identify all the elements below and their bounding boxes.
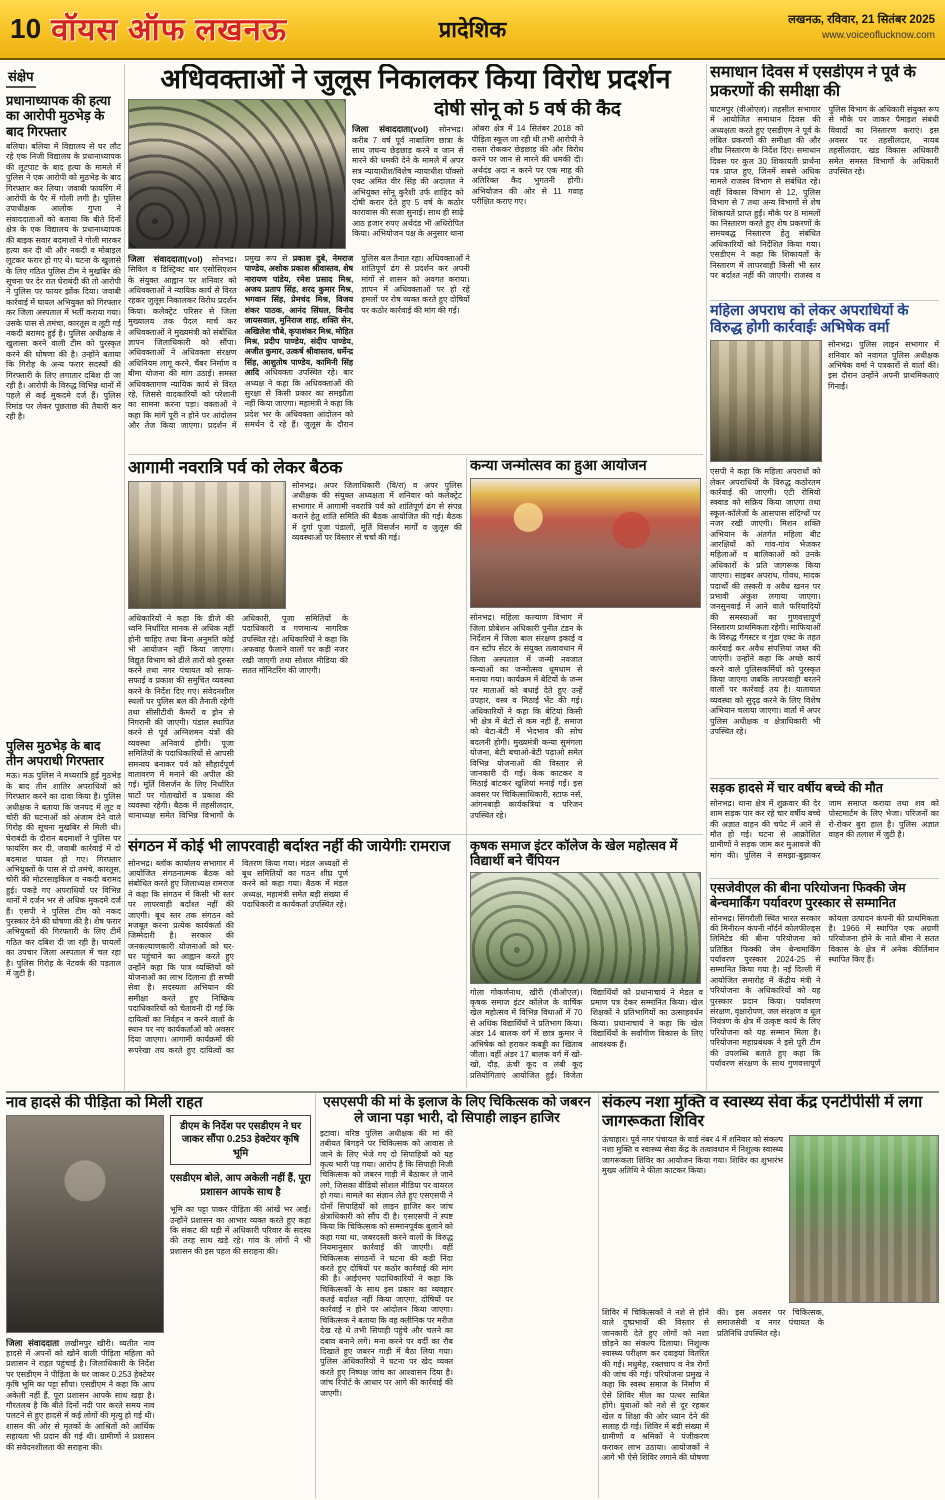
naav-byline: जिला संवाददाता (6, 1337, 60, 1348)
divider-mid-section (128, 834, 703, 835)
article-lead-story (128, 64, 703, 452)
paper-name: वॉयस ऑफ लखनऊ (51, 12, 288, 47)
divider-under-lead (128, 454, 703, 455)
section-label: प्रादेशिक (438, 17, 507, 42)
naav-side (170, 1115, 311, 1333)
divider-bottom-right (598, 1094, 599, 1498)
kanya-body: सोनभद्र। महिला कल्याण विभाग में जिला प्रोबेशन अधिकारी पुनीत टंडन के निर्देशन में जिला बाल संरक्षण इकाई व वन स्टॉप सेंटर के संयुक्त तत्वावधान में जिला अस्पताल में जन्मी नवजात कन्याओं का जन्मोत्सव धूमधाम से मनाया गया। कार्यक्रम में बेटियों के जन्म पर माताओं को बधाई देते हुए उन्हें उपहार, वस्त्र व मिठाई भेंट की गई। अधिकारियों ने कहा कि बेटियां किसी भी क्षेत्र में बेटों से कम नहीं हैं, समाज को बेटा-बेटी में भेदभाव की सोच बदलनी होगी। मुख्यमंत्री कन्या सुमंगला योजना, बेटी बचाओ-बेटी पढ़ाओ समेत विभिन्न योजनाओं की विस्तार से जानकारी दी गई। केक काटकर व मिठाई बांटकर खुशियां मनाई गईं। इस अवसर पर चिकित्साधिकारी, स्टाफ नर्स, आंगनबाड़ी कार्यकत्रियां व परिजन उपस्थित रहे। (470, 613, 583, 820)
ntpc-body: शिविर में चिकित्सकों ने नशे से होने वाले दुष्प्रभावों की विस्तार से जानकारी देते हुए लोगों को नशा छोड़ने का संकल्प दिलाया। निशुल्क स्वास्थ्य परीक्षण कर दवाइयां वितरित की गईं। मधुमेह, रक्तचाप व नेत्र रोगों की जांच की गई। परियोजना प्रमुख ने कहा कि स्वस्थ समाज के निर्माण में ऐसे शिविर मील का पत्थर साबित होंगे। युवाओं को नशे से दूर रहकर खेल व शिक्षा की ओर ध्यान देने की सलाह दी गई। शिविर में बड़ी संख्या में ग्रामीणों व श्रमिकों ने पंजीकरण कराकर लाभ उठाया। आयोजकों ने आगे भी ऐसे शिविर लगाने की घोषणा की। इस अवसर पर चिकित्सक, समाजसेवी व नगर पंचायत के प्रतिनिधि उपस्थित रहे। (602, 1307, 824, 1463)
naav-headline: नाव हादसे की पीड़िता को मिली राहत (6, 1094, 203, 1111)
article-ssp-doctor (320, 1094, 594, 1498)
ntpc-camp-photo (789, 1135, 939, 1303)
article-samadhan-diwas (710, 64, 939, 298)
navratri-meeting-photo (128, 481, 286, 609)
divider-right-1 (710, 300, 939, 301)
navratri-intro: सोनभद्र। अपर जिलाधिकारी (वि/रा) व अपर पुलिस अधीक्षक की संयुक्त अध्यक्षता में शनिवार को कलेक्ट्रेट सभागार में आगामी नवरात्रि पर्व को शांतिपूर्ण ढंग से संपन्न कराने हेतु शांति समिति की बैठक आयोजित की गई। बैठक में दुर्गा पूजा पंडालों, मूर्ति विसर्जन मार्गों व जुलूस की व्यवस्थाओं पर विस्तार से चर्चा की गई। (292, 481, 462, 542)
naav-side-text: भूमि का पट्टा पाकर पीड़िता की आंखें भर आईं। उन्होंने प्रशासन का आभार व्यक्त करते हुए कहा कि संकट की घड़ी में अधिकारी परिवार के सदस्य की तरह साथ खड़े रहे। गांव के लोगों ने भी प्रशासन की इस पहल की सराहना की। (170, 1205, 311, 1256)
naav-quote-box: एसडीएम बोले, आप अकेली नहीं हैं, पूरा प्रशासन आपके साथ है (170, 1173, 311, 1198)
brief-story2-body: मऊ। मऊ पुलिस ने मध्यरात्रि हुई मुठभेड़ के बाद तीन शातिर अपराधियों को गिरफ्तार करने का दावा किया है। पुलिस अधीक्षक ने बताया कि जनपद में लूट व चोरी की घटनाओं को अंजाम देने वाले गिरोह की सूचना मुखबिर से मिली थी। घेराबंदी के दौरान बदमाशों ने पुलिस पर फायरिंग कर दी, जवाबी कार्रवाई में दो बदमाश घायल हो गए। गिरफ्तार अभियुक्तों के पास से दो तमंचे, कारतूस, चोरी की मोटरसाइकिल व नकदी बरामद हुई। पकड़े गए अपराधियों पर विभिन्न थानों में दर्जन भर से अधिक मुकदमे दर्ज हैं। एसपी ने पुलिस टीम को नकद पुरस्कार देने की घोषणा की है। शेष फरार अभियुक्तों की गिरफ्तारी के लिए टीमें गठित कर दबिश दी जा रही है। घायलों का उपचार जिला अस्पताल में चल रहा है। पुलिस गिरोह के नेटवर्क की पड़ताल में जुटी है। (6, 771, 121, 978)
ntpc-headline: संकल्प नशा मुक्ति व स्वास्थ्य सेवा केंद्र एनटीपीसी में लगा जागरूकता शिविर (602, 1094, 923, 1130)
navratri-headline: आगामी नवरात्रि पर्व को लेकर बैठक (128, 458, 343, 477)
navratri-body: अधिकारियों ने कहा कि डीजे की ध्वनि निर्धारित मानक से अधिक नहीं होनी चाहिए तथा बिना अनुमति कोई भी आयोजन नहीं किया जाएगा। विद्युत विभाग को ढीले तारों को दुरुस्त करने तथा नगर पंचायत को साफ-सफाई व प्रकाश की समुचित व्यवस्था करने के निर्देश दिए गए। संवेदनशील स्थलों पर पुलिस बल की तैनाती रहेगी तथा सीसीटीवी कैमरों व ड्रोन से निगरानी की जाएगी। पंडाल स्थापित करने से पूर्व अग्निशमन यंत्रों की व्यवस्था अनिवार्य होगी। पूजा समितियों के पदाधिकारियों से आपसी समन्वय बनाकर पर्व को सौहार्दपूर्ण वातावरण में मनाने की अपील की गई। मूर्ति विसर्जन के लिए निर्धारित घाटों पर गोताखोरों व प्रकाश की व्यवस्था रहेगी। बैठक में तहसीलदार, थानाध्यक्ष समेत विभिन्न विभागों के अधिकारी, पूजा समितियों के पदाधिकारी व गणमान्य नागरिक उपस्थित रहे। अधिकारियों ने कहा कि अफवाह फैलाने वालों पर कड़ी नजर रखी जाएगी तथा सोशल मीडिया की सतत मॉनिटरिंग की जाएगी। (128, 614, 348, 821)
sadak-body: सोनभद्र। थाना क्षेत्र में शुक्रवार की देर शाम सड़क पार कर रहे चार वर्षीय बच्चे की अज्ञात वाहन की चपेट में आने से मौत हो गई। घटना से आक्रोशित ग्रामीणों ने सड़क जाम कर मुआवजे की मांग की। पुलिस ने समझा-बुझाकर जाम समाप्त कराया तथा शव को पोस्टमार्टम के लिए भेजा। परिजनों का रो-रोकर बुरा हाल है। पुलिस अज्ञात वाहन की तलाश में जुटी है। (710, 798, 939, 860)
article-sadak-hadsa (710, 781, 939, 876)
sangathan-headline: संगठन में कोई भी लापरवाही बर्दाश्त नहीं की जायेगीः रामराज (128, 838, 451, 855)
mahila-intro: सोनभद्र। पुलिस लाइन सभागार में शनिवार को नवागत पुलिस अधीक्षक अभिषेक वर्मा ने पत्रकारों से वार्ता की। इस दौरान उन्होंने अपनी प्राथमिकताएं गिनाईं। (828, 340, 939, 391)
article-naav-hadsa (6, 1094, 311, 1498)
divider-vertical-mid (466, 458, 467, 1088)
masthead-right (788, 12, 935, 41)
sp-press-photo (710, 340, 822, 462)
article-ntpc-camp (602, 1094, 939, 1498)
article-mahila-apradh (710, 303, 939, 775)
substory-headline: दोषी सोनू को 5 वर्ष की कैद (434, 98, 621, 120)
ntpc-intro: ऊंचाहार। पूर्व नगर पंचायत के वार्ड नंबर 4 में शनिवार को संकल्प नशा मुक्ति व स्वास्थ्य सेवा केंद्र के तत्वावधान में निशुल्क स्वास्थ्य जागरूकता शिविर का आयोजन किया गया। शिविर का शुभारंभ मुख्य अतिथि ने फीता काटकर किया। (602, 1134, 783, 1175)
award-headline: एसजेवीएल की बीना परियोजना फिक्की जेम बेन्चमार्किंग पर्यावरण पुरस्कार से सम्मानित (710, 881, 906, 910)
article-brief-column (6, 66, 121, 1090)
brief-story1-body: बलिया। बलिया में विद्यालय से घर लौट रहे एक निजी विद्यालय के प्रधानाध्यापक की लूटपाट के बाद हत्या के मामले में पुलिस ने एक आरोपी को मुठभेड़ के बाद गिरफ्तार कर लिया। जवाबी फायरिंग में आरोपी के पैर में गोली लगी है। पुलिस उपाधीक्षक आलोक गुप्ता ने संवाददाताओं को बताया कि बीते दिनों क्षेत्र के एक विद्यालय के प्रधानाध्यापक की बाइक सवार बदमाशों ने गोली मारकर हत्या कर दी थी और नकदी व मोबाइल लूटकर फरार हो गए थे। घटना के खुलासे के लिए गठित पुलिस टीम ने मुखबिर की सूचना पर देर रात घेराबंदी की तो आरोपी ने पुलिस पर फायर झोंक दिया। जवाबी कार्रवाई में घायल अभियुक्त को गिरफ्तार कर जिला अस्पताल में भर्ती कराया गया। उसके पास से तमंचा, कारतूस व लूटी गई नकदी बरामद हुई है। पुलिस अधीक्षक ने खुलासा करने वाली टीम को पुरस्कृत करने की घोषणा की है। उन्होंने बताया कि गिरोह के अन्य फरार सदस्यों की गिरफ्तारी के लिए लगातार दबिश दी जा रही है। आरोपी के विरुद्ध विभिन्न थानों में पहले से कई मुकदमे दर्ज हैं। पुलिस रिमांड पर लेकर पूछताछ की तैयारी कर रही है। (6, 141, 121, 422)
naav-relief-photo (6, 1115, 164, 1333)
divider-right-2 (710, 778, 939, 779)
ssp-headline: एसएसपी की मां के इलाज के लिए चिकित्सक को जबरन ले जाना पड़ा भारी, दो सिपाही लाइन हाजिर (323, 1094, 591, 1125)
lead-headline: अधिवक्ताओं ने जुलूस निकालकर किया विरोध प्रदर्शन (160, 64, 671, 94)
samadhan-headline: समाधान दिवस में एसडीएम ने पूर्व के प्रकरणों की समीक्षा की (710, 64, 916, 100)
divider-vertical-right (706, 64, 707, 1090)
sadak-headline: सड़क हादसे में चार वर्षीय बच्चे की मौत (710, 781, 883, 795)
award-body: सोनभद्र। सिंगरौली स्थित भारत सरकार की मिनीरत्न कंपनी नॉर्दर्न कोलफील्ड्स लिमिटेड की बीना परियोजना को प्रतिष्ठित फिक्की जेम बेन्चमार्किंग पर्यावरण पुरस्कार 2024-25 से सम्मानित किया गया है। नई दिल्ली में आयोजित समारोह में केंद्रीय मंत्री ने परियोजना के अधिकारियों को यह पुरस्कार प्रदान किया। पर्यावरण संरक्षण, वृक्षारोपण, जल संरक्षण व धूल नियंत्रण के क्षेत्र में उत्कृष्ट कार्य के लिए परियोजना को यह सम्मान मिला है। परियोजना महाप्रबंधक ने इसे पूरी टीम की उपलब्धि बताते हुए कहा कि पर्यावरण संरक्षण के साथ गुणवत्तापूर्ण कोयला उत्पादन कंपनी की प्राथमिकता है। 1966 में स्थापित एक अग्रणी परियोजना होने के नाते बीना ने सतत विकास के क्षेत्र में अनेक कीर्तिमान स्थापित किए हैं। (710, 913, 939, 1068)
website-url: www.voiceoflucknow.com (822, 30, 935, 41)
lead-names-list: प्रकाश दुबे, नेमराज पाण्डेय, अशोक प्रकाश श्रीवास्तव, शेष नारायण पांडेय, रमेश प्रसाद मिश्र, अजय प्रताप सिंह, शरद कुमार मिश्र, भगवान सिंह, प्रेमचंद मिश्र, विजय शंकर पाठक, आनंद सिंघल, विनोद जायसवाल, मुनिराज शाह, शक्ति सेन, अखिलेश चौबे, कृपाशंकर मिश्र, मोहित मिश्र, प्रदीप पाण्डेय, संदीप पाण्डेय, अजीत कुमार, उत्कर्ष श्रीवास्तव, धर्मेन्द्र सिंह, आशुतोष पाण्डेय, कामिनी सिंह आदि (244, 253, 354, 378)
brief-story2-headline: पुलिस मुठभेड़ के बाद तीन अपराधी गिरफ्तार (6, 738, 104, 768)
lead-story-photo (128, 99, 346, 249)
divider-right-3 (710, 878, 939, 879)
divider-bottom-band (6, 1091, 939, 1093)
brief-story1-headline: प्रधानाध्यापक की हत्या का आरोपी मुठभेड़ के बाद गिरफ्तार (6, 93, 111, 139)
article-sangathan (128, 838, 462, 1088)
article-navratri-meeting (128, 458, 462, 830)
mahila-headline: महिला अपराध को लेकर अपराधियों के विरुद्ध होगी कार्रवाईः अभिषेक वर्मा (710, 303, 909, 337)
mahila-body: एसपी ने कहा कि महिला अपराधों को लेकर अपराधियों के विरुद्ध कठोरतम कार्रवाई की जाएगी। एंटी रोमियो स्क्वाड को सक्रिय किया जाएगा तथा स्कूल-कॉलेजों के आसपास संदिग्धों पर नजर रखी जाएगी। मिशन शक्ति अभियान के अंतर्गत महिला बीट आरक्षियों को गांव-गांव भेजकर महिलाओं व बालिकाओं को उनके अधिकारों के प्रति जागरूक किया जाएगा। साइबर अपराध, गोवध, मादक पदार्थों की तस्करी व अवैध खनन पर प्रभावी अंकुश लगाया जाएगा। जनसुनवाई में आने वाले फरियादियों की समस्याओं का गुणवत्तापूर्ण निस्तारण प्राथमिकता रहेगी। माफियाओं के विरुद्ध गैंगस्टर व गुंडा एक्ट के तहत कार्रवाई कर अवैध संपत्तियां जब्त की जाएंगी। उन्होंने कहा कि अच्छे कार्य करने वाले पुलिसकर्मियों को पुरस्कृत किया जाएगा जबकि लापरवाही बरतने वालों पर कार्रवाई तय है। यातायात व्यवस्था को सुदृढ़ करने के लिए विशेष अभियान चलाया जाएगा। वार्ता में अपर पुलिस अधीक्षक व क्षेत्राधिकारी भी उपस्थित रहे। (710, 467, 821, 736)
lead-body-start: सोनभद्र। सिविल व डिस्ट्रिक्ट बार एसोसिएशन के संयुक्त आह्वान पर शनिवार को अधिवक्ताओं ने न्यायिक कार्य से विरत रहकर जुलूस निकालकर विरोध प्रदर्शन किया। कलेक्ट्रेट परिसर से जिला मुख्यालय तक पैदल मार्च कर अधिवक्ताओं ने मुख्यमंत्री को संबोधित ज्ञापन जिलाधिकारी को सौंपा। अधिवक्ताओं ने अधिवक्ता संरक्षण अधिनियम लागू करने, चैंबर निर्माण व बीमा योजना की मांग उठाई। समस्त अधिवक्तागण न्यायिक कार्य से विरत रहे, जिससे वादकारियों को परेशानी का सामना करना पड़ा। वक्ताओं ने कहा कि मांगें पूरी न होने पर आंदोलन और तेज किया जाएगा। प्रदर्शन में प्रमुख रूप से (128, 253, 288, 431)
date-line: लखनऊ, रविवार, 21 सितंबर 2025 (788, 14, 935, 26)
substory-byline: जिला संवाददाता(vol) (352, 124, 429, 135)
kanya-event-photo (470, 478, 701, 608)
divider-bottom-left (315, 1094, 316, 1498)
article-bina-award (710, 881, 939, 1089)
ssp-body: इटावा। वरिष्ठ पुलिस अधीक्षक की मां की तबीयत बिगड़ने पर चिकित्सक को आवास ले जाने के लिए भेजे गए दो सिपाहियों को यह कृत्य भारी पड़ गया। आरोप है कि सिपाही निजी चिकित्सक को जबरन गाड़ी में बैठाकर ले जाने लगे, जिसका वीडियो सोशल मीडिया पर वायरल हो गया। मामले का संज्ञान लेते हुए एसएसपी ने दोनों सिपाहियों को लाइन हाजिर कर जांच क्षेत्राधिकारी को सौंप दी है। एसएसपी ने स्पष्ट किया कि चिकित्सक को सम्मानपूर्वक बुलाने को कहा गया था, जबरदस्ती करने वालों के विरुद्ध नियमानुसार कार्रवाई की जाएगी। वहीं चिकित्सक संगठनों ने घटना की कड़ी निंदा करते हुए दोषियों पर कठोर कार्रवाई की मांग की है। आईएमए पदाधिकारियों ने कहा कि चिकित्सकों के साथ इस प्रकार का व्यवहार कतई बर्दाश्त नहीं किया जाएगा, दोषियों पर कार्रवाई न होने पर आंदोलन किया जाएगा। चिकित्सक ने बताया कि वह क्लीनिक पर मरीज देख रहे थे तभी सिपाही पहुंचे और चलने का दबाव बनाने लगे। मना करने पर वर्दी का रौब दिखाते हुए जबरन गाड़ी में बैठा लिया गया। पुलिस अधिकारियों ने घटना पर खेद व्यक्त करते हुए निष्पक्ष जांच का आश्वासन दिया है। जांच रिपोर्ट के आधार पर आगे की कार्रवाई की जाएगी। (320, 1128, 453, 1398)
naav-highlight-box: डीएम के निर्देश पर एसडीएम ने घर जाकर सौंपा 0.253 हेक्टेयर कृषि भूमि (170, 1115, 311, 1166)
khel-headline: कृषक समाज इंटर कॉलेज के खेल महोत्सव में विद्यार्थी बने चैंपियन (470, 838, 678, 869)
naav-body: लखीमपुर खीरी। व्यतीत नाव हादसे में अपनों को खोने वाली पीड़िता महिला को प्रशासन ने राहत पहुंचाई है। जिलाधिकारी के निर्देश पर एसडीएम ने पीड़िता के घर जाकर 0.253 हेक्टेयर कृषि भूमि का पट्टा सौंपा। एसडीएम ने कहा कि आप अकेली नहीं हैं, पूरा प्रशासन आपके साथ खड़ा है। गौरतलब है कि बीते दिनों नदी पार करते समय नाव पलटने से हुए हादसे में कई लोगों की मृत्यु हो गई थी। शासन की ओर से मृतकों के आश्रितों को आर्थिक सहायता भी प्रदान की गई थी। ग्रामीणों ने प्रशासन की संवेदनशीलता की सराहना की। (6, 1338, 155, 1452)
khel-body: गोला गोकर्णनाथ, खीरी (वीओएल)। कृषक समाज इंटर कॉलेज के वार्षिक खेल महोत्सव में विभिन्न विधाओं में 70 से अधिक विद्यार्थियों ने प्रतिभाग किया। अंडर 14 बालक वर्ग में छात्र कुमार ने अभिषेक को हराकर कबड्डी का खिताब जीता। वहीं अंडर 17 बालक वर्ग में खो-खो, दौड़, ऊंची कूद व लंबी कूद प्रतियोगिताएं आयोजित हुईं। विजेता विद्यार्थियों को प्रधानाचार्य ने मेडल व प्रमाण पत्र देकर सम्मानित किया। खेल शिक्षकों ने प्रतिभागियों का उत्साहवर्धन किया। प्रधानाचार्य ने कहा कि खेल विद्यार्थियों के सर्वांगीण विकास के लिए आवश्यक हैं। (470, 987, 703, 1080)
lead-byline: जिला संवाददाता(vol) (128, 253, 203, 264)
substory-body: सोनभद्र। करीब 7 वर्ष पूर्व नाबालिग छात्रा के साथ जघन्य छेड़छाड़ करने व जान से मारने की धमकी देने के मामले में अपर सत्र न्यायाधीश/विशेष न्यायाधीश पॉक्सो एक्ट अमित वीर सिंह की अदालत ने अभियुक्त सोनू कुरैशी उर्फ शाहिद को दोषी करार देते हुए 5 वर्ष के कठोर कारावास की सजा सुनाई। साथ ही साढ़े आठ हजार रुपए अर्थदंड भी अधिरोपित किया। अभियोजन पक्ष के अनुसार थाना ओबरा क्षेत्र में 14 सितंबर 2018 को पीड़िता स्कूल जा रही थी तभी आरोपी ने रास्ता रोककर छेड़छाड़ की और विरोध करने पर जान से मारने की धमकी दी। अर्थदंड अदा न करने पर एक माह की अतिरिक्त कैद भुगतनी होगी। अभियोजन की ओर से 11 गवाह परीक्षित कराए गए। (352, 124, 584, 239)
masthead (0, 0, 945, 60)
khel-group-photo (470, 872, 701, 984)
samadhan-body: घाटमपुर (वीओएल)। तहसील सभागार में आयोजित समाधान दिवस की अध्यक्षता करते हुए एसडीएम ने पूर्व के लंबित प्रकरणों की समीक्षा की और शीघ्र निस्तारण के निर्देश दिए। समाधान दिवस पर कुल 30 शिकायती प्रार्थना पत्र प्राप्त हुए, जिनमें सबसे अधिक मामले राजस्व विभाग से संबंधित रहे। वहीं विकास विभाग से 12, पुलिस विभाग से 7 तथा अन्य विभागों से शेष शिकायतें प्राप्त हुईं। मौके पर 8 मामलों का निस्तारण करते हुए शेष प्रकरणों के समयबद्ध निस्तारण हेतु संबंधित अधिकारियों को निर्देशित किया गया। एसडीएम ने कहा कि शिकायतों के निस्तारण में लापरवाही किसी भी स्तर पर बर्दाश्त नहीं की जाएगी। राजस्व व पुलिस विभाग के अधिकारी संयुक्त रूप से मौके पर जाकर पैमाइश संबंधी विवादों का निस्तारण कराएं। इस अवसर पर तहसीलदार, नायब तहसीलदार, खंड विकास अधिकारी समेत समस्त विभागों के अधिकारी उपस्थित रहे। (710, 104, 939, 280)
brief-section-label: संक्षेप (6, 66, 36, 88)
article-khel-mahotsav (470, 838, 703, 1088)
page-number: 10 (10, 13, 42, 44)
lead-body-end: अधिवक्ता उपस्थित रहे। बार अध्यक्ष ने कहा कि अधिवक्ताओं की सुरक्षा से किसी प्रकार का समझौता नहीं किया जाएगा। महामंत्री ने कहा कि प्रदेश भर के अधिवक्ता आंदोलन को समर्थन दे रहे हैं। जुलूस के दौरान पुलिस बल तैनात रहा। अधिवक्ताओं ने शांतिपूर्ण ढंग से प्रदर्शन कर अपनी मांगों से शासन को अवगत कराया। ज्ञापन में अधिवक्ताओं पर हो रहे हमलों पर रोष व्यक्त करते हुए दोषियों पर कठोर कार्रवाई की मांग की गई। (244, 253, 470, 430)
sangathan-body: सोनभद्र। ब्लॉक कार्यालय सभागार में आयोजित संगठनात्मक बैठक को संबोधित करते हुए जिलाध्यक्ष रामराज ने कहा कि संगठन में किसी भी स्तर पर लापरवाही बर्दाश्त नहीं की जाएगी। बूथ स्तर तक संगठन को मजबूत करना प्रत्येक कार्यकर्ता की जिम्मेदारी है। सरकार की जनकल्याणकारी योजनाओं को घर-घर पहुंचाने का आह्वान करते हुए उन्होंने कहा कि पात्र व्यक्तियों को योजनाओं का लाभ दिलाना ही सच्ची सेवा है। सदस्यता अभियान की समीक्षा करते हुए निष्क्रिय पदाधिकारियों को चेतावनी दी गई कि दायित्वों का निर्वहन न करने वालों के स्थान पर नए कार्यकर्ताओं को अवसर दिया जाएगा। आगामी कार्यक्रमों की रूपरेखा तय करते हुए दायित्वों का वितरण किया गया। मंडल अध्यक्षों से बूथ समितियों का गठन शीघ्र पूर्ण करने को कहा गया। बैठक में मंडल अध्यक्ष, महामंत्री समेत बड़ी संख्या में पदाधिकारी व कार्यकर्ता उपस्थित रहे। (128, 858, 348, 1055)
kanya-headline: कन्या जन्मोत्सव का हुआ आयोजन (470, 458, 647, 474)
article-kanya-janmotsav (470, 458, 703, 830)
lead-substory (352, 99, 703, 249)
divider-vertical-left (124, 64, 125, 1090)
